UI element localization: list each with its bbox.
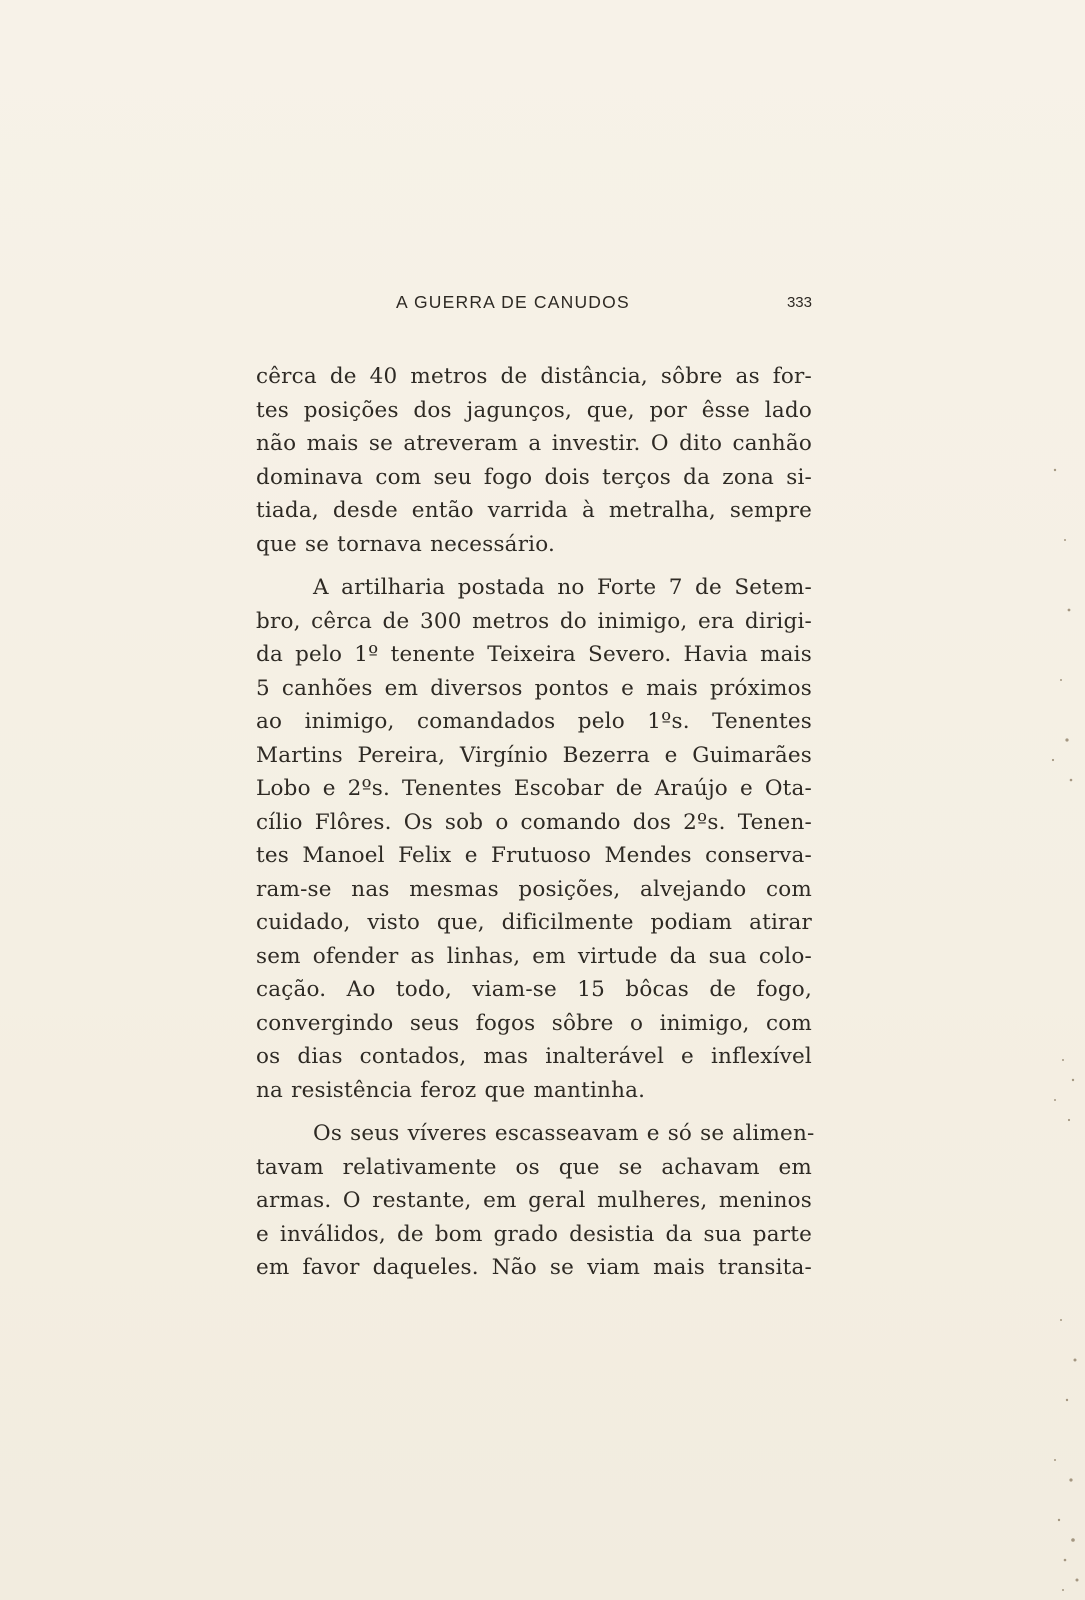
text-line: os dias contados, mas inalterável e inflexível <box>256 1044 812 1069</box>
body-text <box>256 360 815 1285</box>
text-line: em favor daqueles. Não se viam mais transita- <box>256 1255 812 1280</box>
text-line: 5 canhões em diversos pontos e mais próximos <box>256 675 812 701</box>
text-line: Os seus víveres escasseavam e só se alimen- <box>313 1121 815 1146</box>
text-line: Lobo e 2ºs. Tenentes Escobar de Araújo e Ota- <box>256 776 812 801</box>
text-line: bro, cêrca de 300 metros do inimigo, era dirigi- <box>256 608 812 634</box>
running-title: A GUERRA DE CANUDOS <box>396 292 630 312</box>
text-line: cuidado, visto que, dificilmente podiam atirar <box>256 910 812 935</box>
text-line: dominava com seu fogo dois terços da zona si- <box>256 464 812 490</box>
text-line: que se tornava necessário. <box>256 531 556 557</box>
paragraph-gap <box>256 561 812 571</box>
text-line: não mais se atreveram a investir. O dito canhão <box>256 431 812 456</box>
running-head <box>256 292 812 316</box>
text-line: sem ofender as linhas, em virtude da sua colo- <box>256 943 812 969</box>
paragraph-2 <box>256 571 812 1107</box>
paragraph-3 <box>256 1117 815 1285</box>
paragraph-gap <box>256 1107 812 1117</box>
text-line: na resistência feroz que mantinha. <box>256 1077 646 1103</box>
text-line: cação. Ao todo, viam-se 15 bôcas de fogo, <box>256 977 812 1002</box>
text-line: tavam relativamente os que se achavam em <box>256 1154 812 1180</box>
text-line: tes posições dos jagunços, que, por êsse lado <box>256 397 812 423</box>
text-line: Martins Pereira, Virgínio Bezerra e Guimarães <box>256 742 812 768</box>
text-line: cílio Flôres. Os sob o comando dos 2ºs. Tenen- <box>256 809 812 835</box>
page-number: 333 <box>786 294 812 311</box>
text-line: tes Manoel Felix e Frutuoso Mendes conserva- <box>256 843 812 868</box>
text-line: ao inimigo, comandados pelo 1ºs. Tenentes <box>256 709 812 734</box>
text-line: da pelo 1º tenente Teixeira Severo. Havia mais <box>256 642 812 667</box>
text-line: A artilharia postada no Forte 7 de Setem- <box>313 575 812 600</box>
foxing-specks <box>1025 0 1085 1600</box>
text-line: cêrca de 40 metros de distância, sôbre as for- <box>256 364 812 389</box>
text-line: tiada, desde então varrida à metralha, sempre <box>256 498 812 523</box>
text-line: convergindo seus fogos sôbre o inimigo, com <box>256 1010 812 1036</box>
text-line: armas. O restante, em geral mulheres, meninos <box>256 1188 812 1213</box>
text-line: ram-se nas mesmas posições, alvejando com <box>256 876 812 902</box>
paragraph-1 <box>256 360 812 561</box>
text-line: e inválidos, de bom grado desistia da sua parte <box>256 1221 812 1247</box>
